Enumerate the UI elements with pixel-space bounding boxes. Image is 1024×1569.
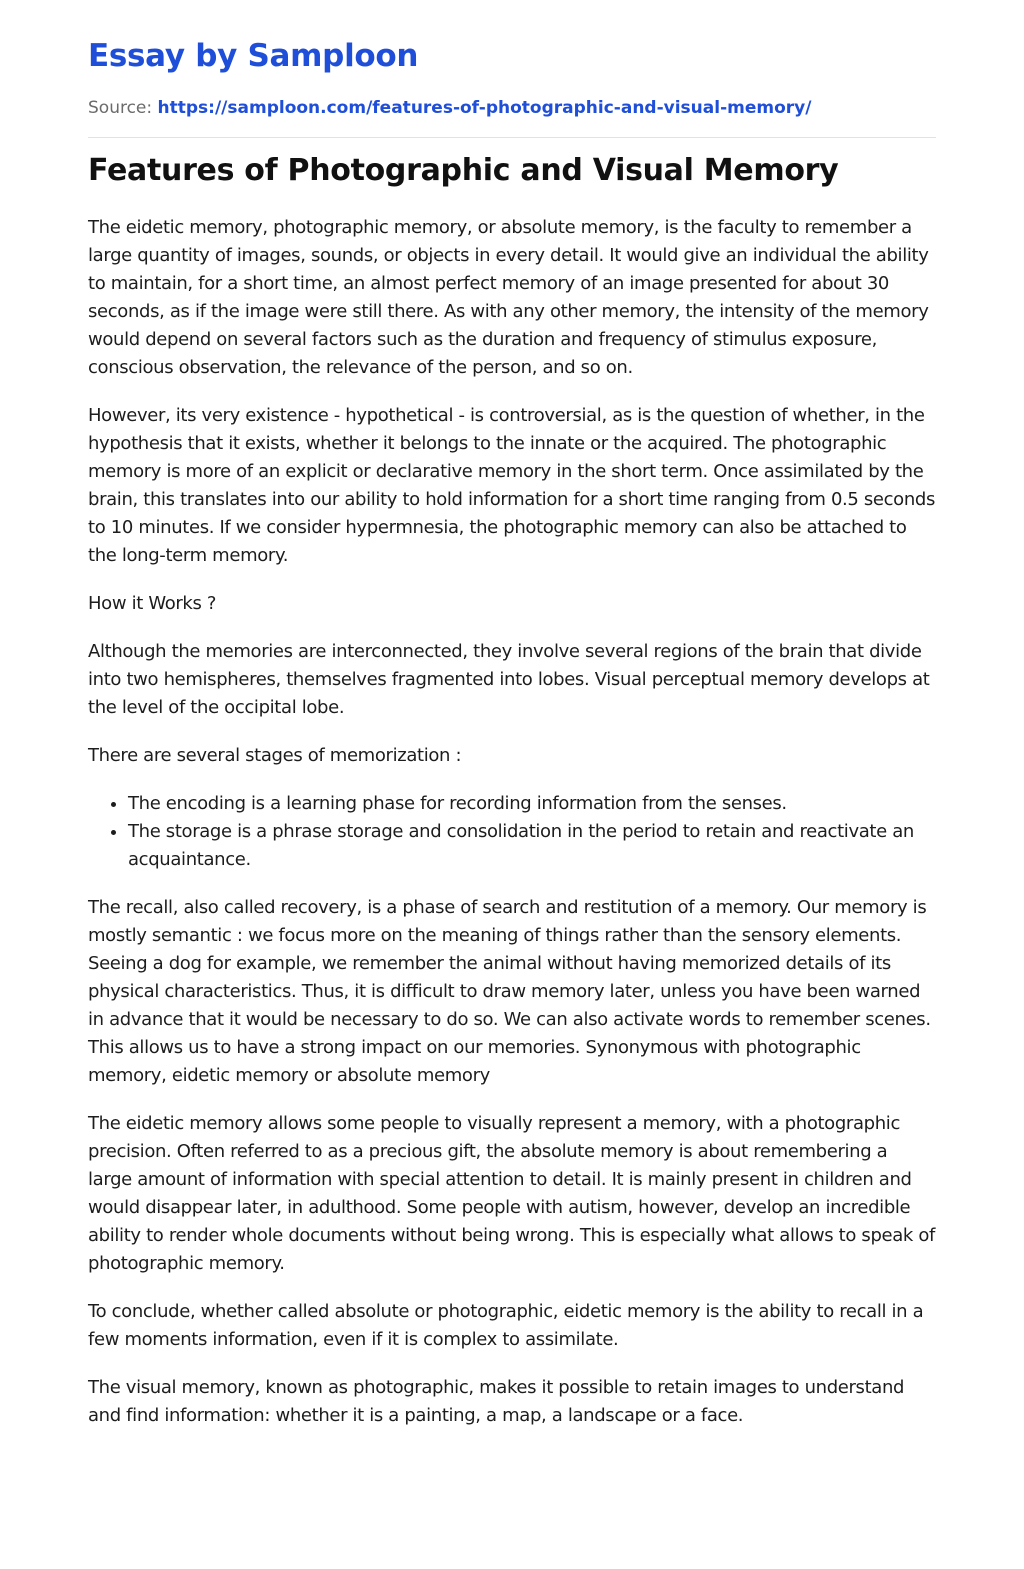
paragraph-intro: The eidetic memory, photographic memory, or absolute memory, is the faculty to remember a large quantity of images, sounds, or objects in every detail. It would give an individual the ability to maintain, for a short time, an almost perfect memory of an image presented for about 30 seconds, as if the image were still there. As with any other memory, the intensity of the memory would depend on several factors such as the duration and frequency of stimulus exposure, conscious observation, the relevance of the person, and so on. [88,217,929,378]
source-label: Source: [88,98,153,118]
paragraph-stages-intro: There are several stages of memorization : [88,745,462,766]
site-brand[interactable]: Essay by Samploon [88,38,419,74]
paragraph-controversy: However, its very existence - hypothetical - is controversial, as is the question of whether, in the hypothesis that it exists, whether it belongs to the innate or the acquired. The photographic memory is more of an explicit or declarative memory in the short term. Once assimilated by the brain, this translates into our ability to hold information for a short time ranging from 0.5 seconds to 10 minutes. If we consider hypermnesia, the photographic memory can also be attached to the long-term memory. [88,405,936,566]
list-item: • The encoding is a learning phase for recording information from the senses. [128,790,936,818]
subheading-how-it-works: How it Works ? [88,593,217,614]
source-line [88,96,936,120]
paragraph-visual-memory: The visual memory, known as photographic, makes it possible to retain images to understand and find information: whether it is a painting, a map, a landscape or a face. [88,1377,905,1426]
essay-body [88,214,936,1430]
paragraph-eidetic: The eidetic memory allows some people to visually represent a memory, with a photographic precision. Often referred to as a precious gift, the absolute memory is about remembering a large amount of information with special attention to detail. It is mainly present in children and would disappear later, in adulthood. Some people with autism, however, develop an incredible ability to render whole documents without being wrong. This is especially what allows to speak of photographic memory. [88,1113,936,1274]
source-link[interactable]: https://samploon.com/features-of-photographic-and-visual-memory/ [157,98,812,118]
header-divider [88,137,936,138]
essay-title: Features of Photographic and Visual Memory [88,153,839,188]
paragraph-brain-regions: Although the memories are interconnected, they involve several regions of the brain that divide into two hemispheres, themselves fragmented into lobes. Visual perceptual memory develops at the level of the occipital lobe. [88,641,930,718]
paragraph-recall: The recall, also called recovery, is a phase of search and restitution of a memory. Our memory is mostly semantic : we focus more on the meaning of things rather than the sensory elements. Seeing a dog for example, we remember the animal without having memorized details of its physical characteristics. Thus, it is difficult to draw memory later, unless you have been warned in advance that it would be necessary to do so. We can also activate words to remember scenes. This allows us to have a strong impact on our memories. Synonymous with photographic memory, eidetic memory or absolute memory [88,897,931,1086]
list-item: • The storage is a phrase storage and consolidation in the period to retain and reactivate an acquaintance. [128,818,936,874]
paragraph-conclusion: To conclude, whether called absolute or photographic, eidetic memory is the ability to recall in a few moments information, even if it is complex to assimilate. [88,1301,924,1350]
stages-list [88,790,936,874]
